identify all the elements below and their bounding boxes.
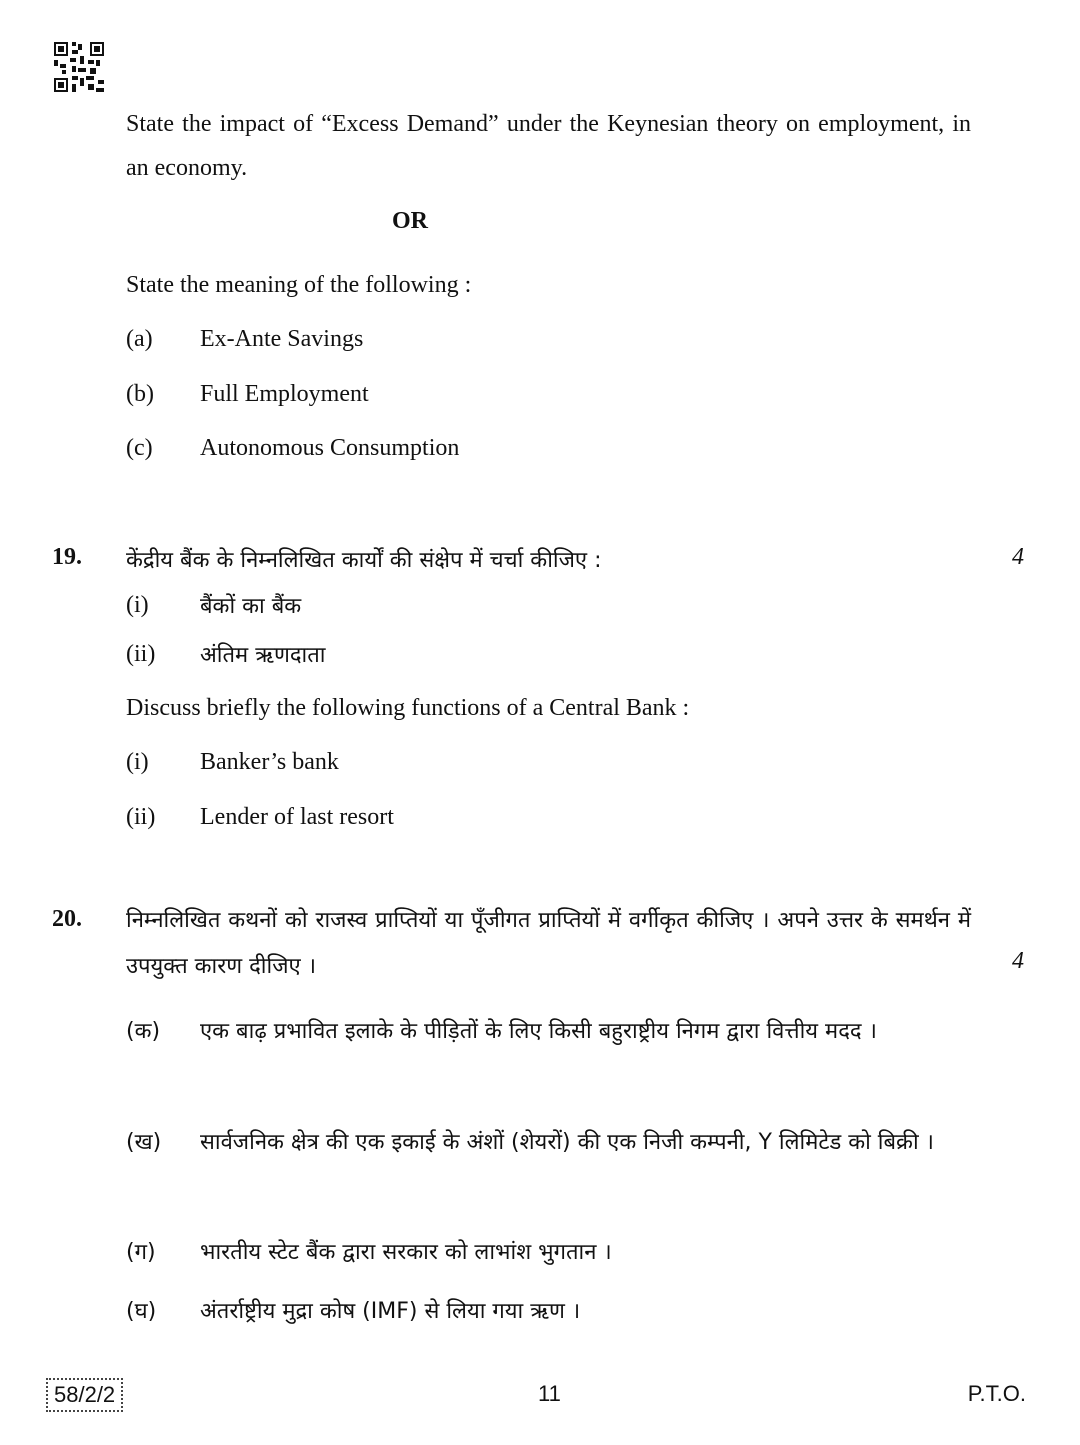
- question-18-sub-intro: State the meaning of the following :: [126, 272, 472, 298]
- q19-english-item-ii-label: (ii): [126, 804, 156, 830]
- q20-item-gha-label: (घ): [126, 1299, 157, 1324]
- q19-english-item-i-text: Banker’s bank: [200, 749, 339, 775]
- question-19-marks: 4: [1012, 544, 1024, 570]
- q19-hindi-item-i-label: (i): [126, 592, 149, 618]
- q19-hindi-item-ii-label: (ii): [126, 641, 156, 667]
- question-19-english-intro: Discuss briefly the following functions of a Central Bank :: [126, 695, 690, 721]
- please-turn-over-label: P.T.O.: [967, 1381, 1026, 1406]
- q19-hindi-item-i-text: बैंकों का बैंक: [200, 594, 302, 619]
- question-18-text: State the impact of “Excess Demand” under the Keynesian theory on employment, in an economy.: [126, 111, 971, 181]
- q20-item-ga-text: भारतीय स्टेट बैंक द्वारा सरकार को लाभांश भुगतान ।: [200, 1240, 612, 1265]
- q20-item-ka-label: (क): [126, 1019, 161, 1044]
- question-19-number: 19.: [52, 544, 82, 570]
- q20-item-kha-label: (ख): [126, 1130, 162, 1155]
- or-separator: OR: [392, 208, 428, 234]
- q18-item-a-label: (a): [126, 326, 153, 352]
- q20-item-ka-text: एक बाढ़ प्रभावित इलाके के पीड़ितों के लिए किसी बहुराष्ट्रीय निगम द्वारा वित्तीय मदद ।: [200, 1019, 877, 1044]
- q19-english-item-ii-text: Lender of last resort: [200, 804, 394, 830]
- question-20-number: 20.: [52, 906, 82, 932]
- question-20-marks: 4: [1012, 948, 1024, 974]
- page-number: 11: [538, 1381, 561, 1406]
- q18-item-b-label: (b): [126, 381, 154, 407]
- question-20-hindi-intro: निम्नलिखित कथनों को राजस्व प्राप्तियों या पूँजीगत प्राप्तियों में वर्गीकृत कीजिए । अपने उत्तर के समर्थन में उपयुक्त कारण दीजिए ।: [126, 908, 971, 979]
- qr-code-icon: [54, 42, 104, 92]
- q18-item-c-label: (c): [126, 435, 153, 461]
- question-19-hindi-intro: केंद्रीय बैंक के निम्नलिखित कार्यों की संक्षेप में चर्चा कीजिए :: [126, 548, 602, 573]
- q18-item-c-text: Autonomous Consumption: [200, 435, 460, 461]
- q18-item-b-text: Full Employment: [200, 381, 369, 407]
- q18-item-a-text: Ex-Ante Savings: [200, 326, 364, 352]
- q19-hindi-item-ii-text: अंतिम ऋणदाता: [200, 643, 326, 668]
- q20-item-gha-text: अंतर्राष्ट्रीय मुद्रा कोष (IMF) से लिया गया ऋण ।: [200, 1299, 581, 1324]
- q20-item-kha-text: सार्वजनिक क्षेत्र की एक इकाई के अंशों (शेयरों) की एक निजी कम्पनी, Y लिमिटेड को बिक्री ।: [200, 1130, 934, 1155]
- q19-english-item-i-label: (i): [126, 749, 149, 775]
- paper-code-badge: 58/2/2: [46, 1378, 123, 1412]
- q20-item-ga-label: (ग): [126, 1240, 156, 1265]
